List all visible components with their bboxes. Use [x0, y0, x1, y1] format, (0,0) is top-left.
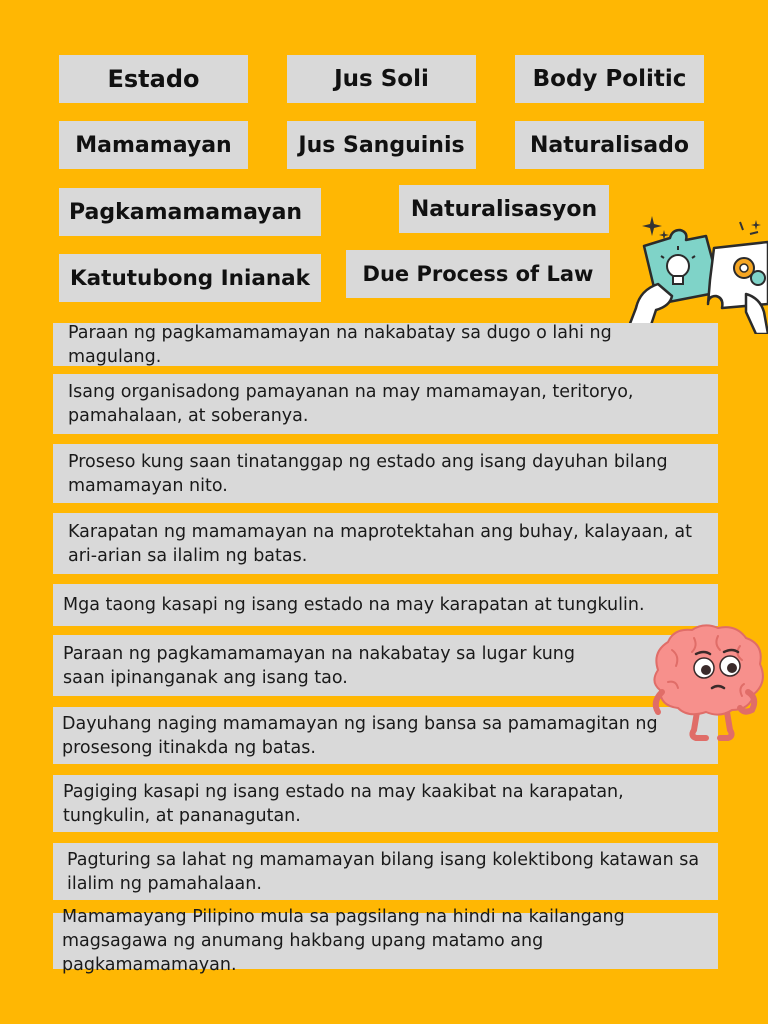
definition-card-5[interactable] [53, 584, 718, 626]
definition-text: Pagturing sa lahat ng mamamayan bilang isang kolektibong katawan sa ilalim ng pamahalaan. [67, 849, 700, 894]
definition-text: Dayuhang naging mamamayan ng isang bansa sa pamamagitan ng prosesong itinakda ng batas. [62, 713, 658, 758]
term-card-pagkamamamayan[interactable]: Pagkamamamayan [59, 188, 321, 236]
definition-text: Mamamayang Pilipino mula sa pagsilang na hindi na kailangang magsagawa ng anumang hakbang upang matamo ang pagkamamamayan. [62, 907, 625, 975]
term-card-estado[interactable]: Estado [59, 55, 248, 103]
puzzle-piece-gear-icon [708, 242, 768, 308]
term-card-naturalisasyon[interactable]: Naturalisasyon [399, 185, 609, 233]
definition-card-9[interactable] [53, 843, 718, 900]
definition-text: Mga taong kasapi ng isang estado na may karapatan at tungkulin. [63, 595, 645, 615]
definition-card-3[interactable] [53, 444, 718, 503]
term-card-due-process-of-law[interactable]: Due Process of Law [346, 250, 610, 298]
definition-card-4[interactable] [53, 513, 718, 574]
term-card-katutubong-inianak[interactable]: Katutubong Inianak [59, 254, 321, 302]
definition-card-6[interactable] [53, 635, 718, 696]
definition-text: Paraan ng pagkamamamayan na nakabatay sa lugar kung saan ipinanganak ang isang tao. [63, 643, 576, 688]
definition-card-1[interactable] [53, 323, 718, 366]
term-card-naturalisado[interactable]: Naturalisado [515, 121, 704, 169]
puzzle-hands-illustration [618, 212, 768, 334]
term-card-body-politic[interactable]: Body Politic [515, 55, 704, 103]
term-card-jus-sanguinis[interactable]: Jus Sanguinis [287, 121, 476, 169]
definition-text: Pagiging kasapi ng isang estado na may kaakibat na karapatan, tungkulin, at pananagutan. [63, 781, 624, 826]
definition-text: Karapatan ng mamamayan na maprotektahan ang buhay, kalayaan, at ari-arian sa ilalim ng batas. [68, 521, 693, 566]
definition-text: Isang organisadong pamayanan na may mamamayan, teritoryo, pamahalaan, at soberanya. [68, 382, 634, 426]
term-card-mamamayan[interactable]: Mamamayan [59, 121, 248, 169]
definition-text: Paraan ng pagkamamamayan na nakabatay sa dugo o lahi ng magulang. [68, 322, 612, 367]
definition-card-8[interactable] [53, 775, 718, 832]
definition-text: Proseso kung saan tinatanggap ng estado ang isang dayuhan bilang mamamayan nito. [68, 451, 668, 496]
definition-card-10[interactable] [53, 907, 718, 975]
definition-card-2[interactable] [53, 374, 718, 434]
term-card-jus-soli[interactable]: Jus Soli [287, 55, 476, 103]
definition-card-7[interactable] [53, 707, 718, 764]
thinking-brain-illustration [648, 622, 768, 744]
